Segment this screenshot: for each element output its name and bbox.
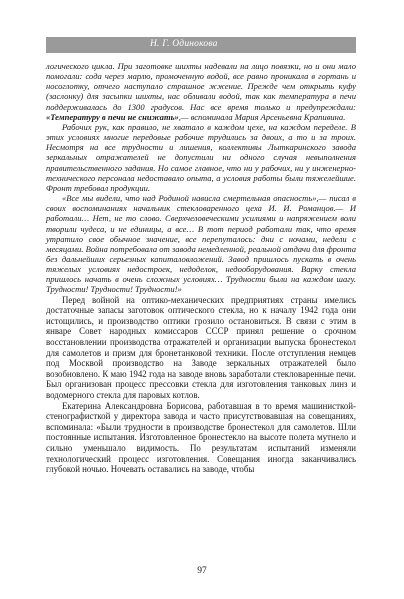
quote-paragraph-1 xyxy=(46,61,356,122)
body-paragraph-1: Перед войной на оптико-механических предприятиях страны имелись достаточные запасы заготовок оптического стекла, но к началу 1942 года они истощились, и производство оптики грозило остановиться. В связи с этим в январе Совет народных комиссаров СССР принял решение о срочном восстановлении производства отражателей и организации выпуска бронестекол для самолетов и призм для бронетанковой техники. После отступления немцев под Москвой производство на Заводе зеркальных отражателей было возобновлено. К маю 1942 года на заводе вновь заработали стекловаренные печи. Был организован процесс прессовки стекла для изготовления танковых линз и водомерного стекла для паровых котлов. xyxy=(46,294,356,400)
quote-paragraph-2: Рабочих рук, как правило, не хватало в каждом цехе, на каждом переделе. В этих условиях многие передовые рабочие трудились за двоих, а то и за троих. Несмотря на все трудности и лишения, коллективы Лыткаринского завода зеркальных отражателей не допустили ни одного случая невыполнения правительственного задания. Но самое главное, что ни у рабочих, ни у инженерно-технического персонала недоставало опыта, а условия работы были тяжелейшие. Фронт требовал продукции. xyxy=(46,121,356,193)
quote-paragraph-3: «Все мы видели, что над Родиной нависла смертельная опасность»,— писал в своих воспоминаниях начальник стекловаренного цеха И. И. Романцов.— И работали… Нет, не то слово. Сверхчеловеческими усилиями и напряжением воли творили чудеса, и не единицы, а все… В тот период работали так, что время утратило свое обычное значение, все перепуталось: дни с ночами, недели с месяцами. Война потребовала от завода немедленной, реальной отдачи для фронта без дальнейших серьезных капиталовложений. Завод пришлось пускать в очень тяжелых условиях недостроек, недоделок, недооборудования. Варку стекла пришлось начать в очень сложных условиях… Трудности были на каждом шагу. Трудности! Трудности! Трудности!» xyxy=(46,193,356,295)
quote-paragraph-1-end: ,— вспоминала Мария Арсеньевна Крапивина. xyxy=(178,111,346,122)
quote-paragraph-1-text: логического цикла. При заготовке шихты надевали на лицо повязки, но и они мало помогали: сода через марлю, промоченную водой, все равно проникала в гортань и носоглотку, отчего наступало страшное жжение. Прежде чем открыть куфу (заслонку) для засыпки шихты, нас обливали водой, так как температура в печи поддерживалась до 1300 градусов. Нас все время только и предупреждали: xyxy=(46,61,356,112)
page-number: 97 xyxy=(197,566,207,576)
running-header-author: Н. Г. Одинокова xyxy=(150,39,218,49)
quote-paragraph-1-bold: «Температуру в печи не снижать» xyxy=(46,111,179,122)
body-paragraph-2: Екатерина Александровна Борисова, работавшая в то время машинисткой-стенографисткой у директора завода и часто присутствовавшая на совещаниях, вспоминала: «Были трудности в производстве бронестекол для самолетов. Шли постоянные испытания. Изготовленное бронестекло на высоте полета мутнело и сильно уменьшало видимость. По результатам испытаний изменяли технологический процесс изготовления. Совещания иногда заканчивались глубокой ночью. Ночевать оставались на заводе, чтобы xyxy=(46,400,356,475)
page-body xyxy=(46,61,356,475)
